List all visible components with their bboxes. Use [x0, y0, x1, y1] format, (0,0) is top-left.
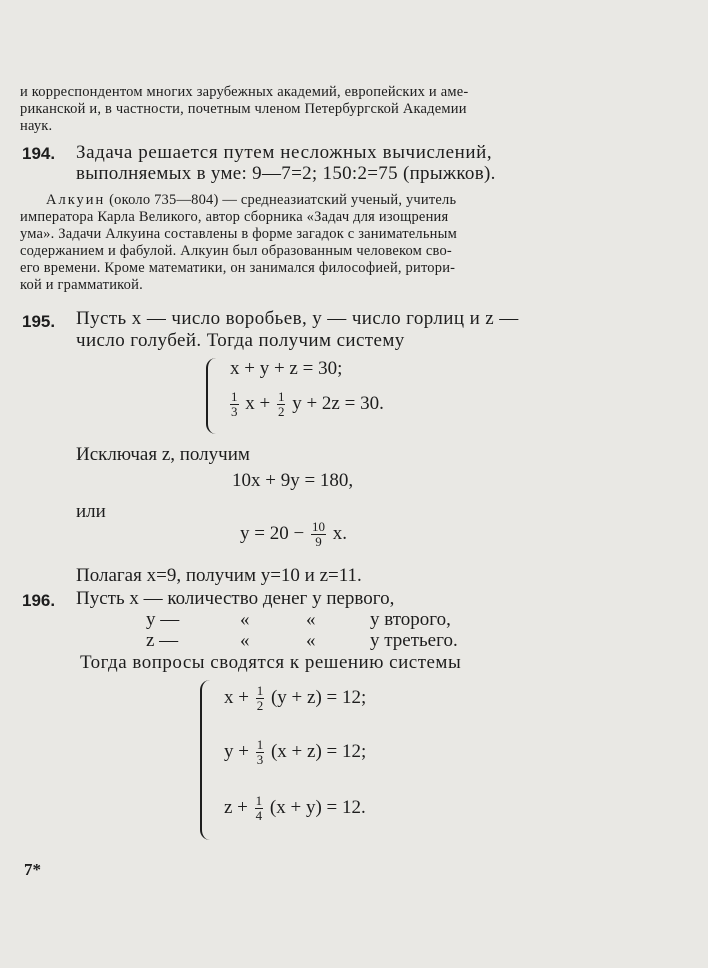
- fraction-1-4: $\frac{1}{4}$: [255, 793, 263, 823]
- equation-195-2: $\frac{1}{3}$ x + $\frac{1}{2}$ y + 2z = 30.: [231, 389, 384, 419]
- equation-195-3: 10x + 9y = 180,: [232, 470, 354, 491]
- alcuin-line-1: [46, 192, 456, 209]
- intro-line-2: риканской и, в частности, почетным членом Петербургской Академии: [20, 101, 467, 117]
- alcuin-line-2: императора Карла Великого, автор сборника «Задач для изощрения: [20, 209, 449, 225]
- problem-195-result: Полагая x=9, получим y=10 и z=11.: [76, 565, 362, 586]
- problem-196-row-2-ditto-2: «: [306, 609, 316, 630]
- problem-195-number: 195.: [22, 312, 56, 331]
- equation-195-1: x + y + z = 30;: [230, 358, 343, 379]
- system-brace-196: [200, 680, 212, 840]
- problem-196-row-3-ditto-1: «: [240, 630, 250, 651]
- problem-195-line-1: Пусть x — число воробьев, y — число горлиц и z —: [76, 308, 519, 329]
- fraction-1-3-b: $\frac{1}{3}$: [256, 737, 264, 767]
- signature-mark: 7*: [24, 860, 41, 879]
- fraction-10-9: $\frac{10}{9}$: [311, 519, 325, 549]
- system-brace-195: [206, 358, 218, 434]
- equation-196-3: z + $\frac{1}{4}$ (x + y) = 12.: [224, 793, 366, 823]
- alcuin-line-4: содержанием и фабулой. Алкуин был образованным человеком сво-: [20, 243, 452, 259]
- excluding-z-text: Исключая z, получим: [76, 444, 250, 465]
- fraction-1-3: $\frac{1}{3}$: [231, 389, 238, 419]
- problem-196-number: 196.: [22, 591, 56, 610]
- alcuin-line-1-rest: (около 735—804) — среднеазиатский ученый, учитель: [105, 192, 457, 208]
- problem-194-number: 194.: [22, 144, 56, 163]
- problem-194-line-2: выполняемых в уме: 9—7=2; 150:2=75 (прыжков).: [76, 163, 496, 184]
- problem-196-row-2-var: y —: [146, 609, 180, 630]
- alcuin-line-3: ума». Задачи Алкуина составлены в форме загадок с занимательным: [20, 226, 457, 242]
- problem-196-row-3-text: у третьего.: [370, 630, 458, 651]
- or-text: или: [76, 501, 106, 522]
- fraction-1-2: $\frac{1}{2}$: [277, 389, 285, 419]
- alcuin-line-6: кой и грамматикой.: [20, 277, 143, 293]
- problem-196-row-2-ditto-1: «: [240, 609, 250, 630]
- equation-195-4: y = 20 − $\frac{10}{9}$ x.: [240, 519, 347, 549]
- problem-195-line-2: число голубей. Тогда получим систему: [76, 330, 405, 351]
- alcuin-name: Алкуин: [46, 192, 106, 208]
- problem-194-line-1: Задача решается путем несложных вычислений,: [76, 142, 493, 163]
- problem-196-line-1: Пусть x — количество денег у первого,: [76, 588, 395, 609]
- problem-196-row-2-text: у второго,: [370, 609, 451, 630]
- intro-line-3: наук.: [20, 118, 53, 134]
- intro-line-1: и корреспондентом многих зарубежных академий, европейских и аме-: [20, 84, 469, 100]
- problem-196-line-4: Тогда вопросы сводятся к решению системы: [80, 652, 462, 673]
- problem-196-row-3-var: z —: [146, 630, 179, 651]
- equation-196-2: y + $\frac{1}{3}$ (x + z) = 12;: [224, 737, 367, 767]
- alcuin-line-5: его времени. Кроме математики, он занимался философией, ритори-: [20, 260, 456, 276]
- fraction-1-2-b: $\frac{1}{2}$: [256, 683, 264, 713]
- equation-196-1: x + $\frac{1}{2}$ (y + z) = 12;: [224, 683, 367, 713]
- problem-196-row-3-ditto-2: «: [306, 630, 316, 651]
